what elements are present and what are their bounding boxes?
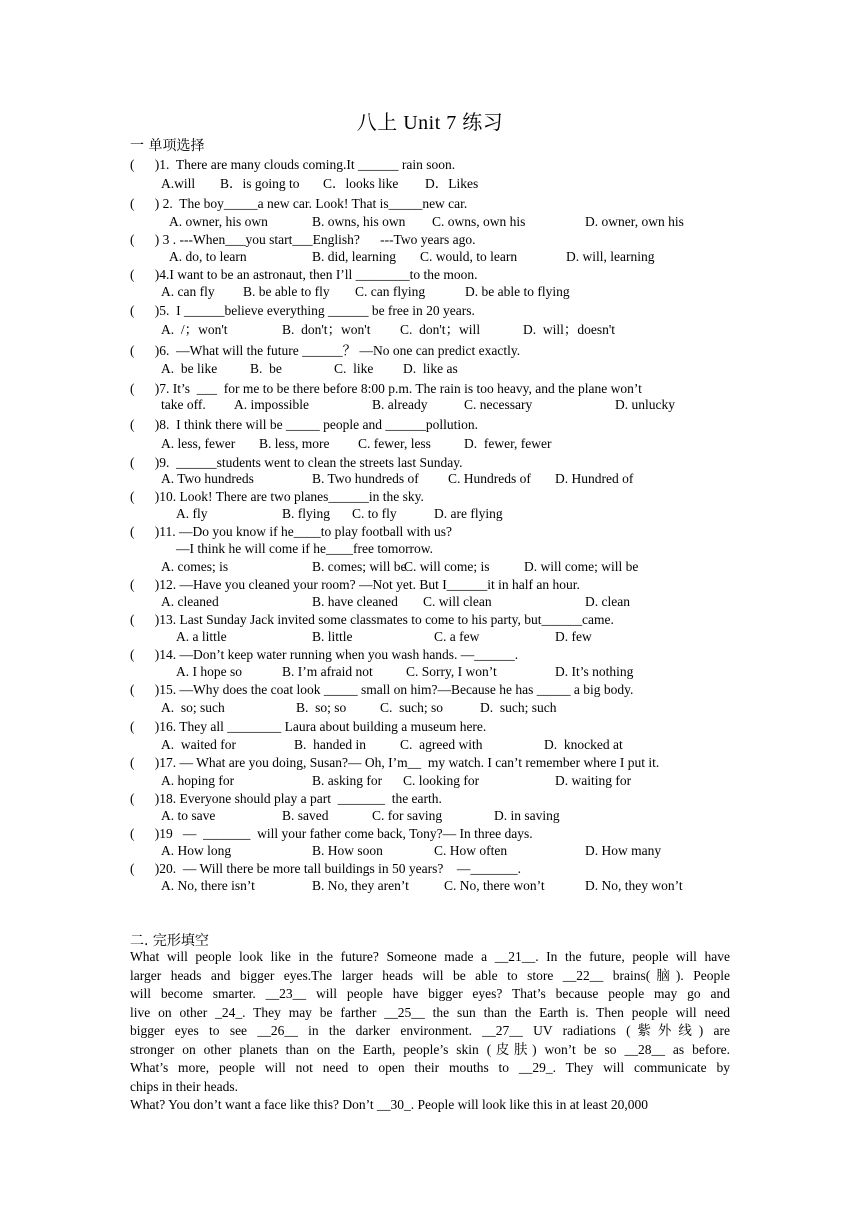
answer-option: A. less, fewer	[161, 436, 236, 451]
passage-line: What will people look like in the future? Someone made a __21__. In the future, people will have	[130, 949, 730, 964]
answer-option: D. No, they won’t	[585, 878, 683, 893]
question-stem: ( )19 — _______ will your father come back, Tony?— In three days.	[130, 826, 533, 841]
answer-option: C. would, to learn	[420, 249, 518, 264]
question-stem: ( )8. I think there will be _____ people and ______pollution.	[130, 417, 478, 432]
answer-option: C. agreed with	[400, 737, 483, 752]
answer-option: D. such; such	[480, 700, 557, 715]
answer-option: B. How soon	[312, 843, 383, 858]
answer-option: A. impossible	[234, 397, 310, 412]
answer-option: A. fly	[176, 506, 208, 521]
question-stem: ( )9. ______students went to clean the streets last Sunday.	[130, 455, 463, 470]
answer-option: C．looks like	[323, 176, 399, 191]
answer-option: B. No, they aren’t	[312, 878, 409, 893]
question-stem: ( )12. —Have you cleaned your room? —Not yet. But I______it in half an hour.	[130, 577, 580, 592]
answer-option: A. can fly	[161, 284, 215, 299]
question-stem: ( )5. I ______believe everything ______ be free in 20 years.	[130, 303, 475, 318]
answer-option: C. for saving	[372, 808, 443, 823]
passage-line: bigger eyes to see __26__ in the darker environment. __27__ UV radiations (紫外线) are	[130, 1023, 730, 1038]
question-stem: ( )13. Last Sunday Jack invited some classmates to come to his party, but______came.	[130, 612, 614, 627]
answer-option: A. /；won't	[161, 322, 228, 337]
passage-line: What’s more, people will not need to open their mouths to __29_. They will communicate by	[130, 1060, 730, 1075]
answer-option: A. cleaned	[161, 594, 219, 609]
answer-option: C. like	[334, 361, 374, 376]
question-stem: ( )17. — What are you doing, Susan?— Oh, I’m__ my watch. I can’t remember where I put it.	[130, 755, 660, 770]
answer-option: B. I’m afraid not	[282, 664, 373, 679]
answer-option: take off.	[161, 397, 206, 412]
answer-option: B. already	[372, 397, 428, 412]
question-stem: ( )4.I want to be an astronaut, then I’ll ________to the moon.	[130, 267, 478, 282]
answer-option: A.will	[161, 176, 196, 191]
answer-option: A. hoping for	[161, 773, 235, 788]
answer-option: C. No, there won’t	[444, 878, 545, 893]
answer-option: D. Hundred of	[555, 471, 634, 486]
answer-option: A. Two hundreds	[161, 471, 254, 486]
answer-option: D. like as	[403, 361, 458, 376]
answer-option: B. saved	[282, 808, 329, 823]
answer-option: C. Sorry, I won’t	[406, 664, 497, 679]
answer-option: D. are flying	[434, 506, 503, 521]
answer-option: D. clean	[585, 594, 630, 609]
answer-option: B. little	[312, 629, 353, 644]
answer-option: B. have cleaned	[312, 594, 398, 609]
answer-option: B. Two hundreds of	[312, 471, 419, 486]
question-stem: ( ) 2. The boy_____a new car. Look! That is_____new car.	[130, 196, 468, 211]
section-heading-multiple-choice: 一 单项选择	[130, 138, 205, 154]
answer-option: D．Likes	[425, 176, 479, 191]
passage-line: chips in their heads.	[130, 1078, 238, 1094]
answer-option: D. It’s nothing	[555, 664, 634, 679]
question-stem: ( ) 3 . ---When___you start___English? ---Two years ago.	[130, 232, 476, 247]
answer-option: B. comes; will be	[312, 559, 407, 574]
answer-option: D. in saving	[494, 808, 560, 823]
answer-option: A. a little	[176, 629, 227, 644]
passage-line: will become smarter. __23__ will people have bigger eyes? That’s because people may go and	[130, 986, 730, 1001]
answer-option: D. will；doesn't	[523, 322, 616, 337]
section-heading-cloze: 二. 完形填空	[130, 933, 209, 949]
answer-option: B. handed in	[294, 737, 366, 752]
question-stem: ( )18. Everyone should play a part _______ the earth.	[130, 791, 442, 806]
passage-line: live on other _24_. They may be farther __25__ the sun than the Earth is. Then people will need	[130, 1004, 730, 1020]
passage-line: stronger on other planets than on the Earth, people’s skin (皮肤) won’t be so __28__ as before.	[130, 1041, 730, 1057]
answer-option: C. to fly	[352, 506, 397, 521]
answer-option: D. few	[555, 629, 592, 644]
answer-option: B. be able to fly	[243, 284, 330, 299]
cloze-passage	[130, 948, 730, 1115]
question-stem: ( )6. —What will the future ______？ —No one can predict exactly.	[130, 343, 521, 358]
answer-option: A. owner, his own	[169, 214, 268, 229]
answer-option: D. owner, own his	[585, 214, 684, 229]
question-stem: ( )7. It’s ___ for me to be there before 8:00 p.m. The rain is too heavy, and the plane won’t	[130, 381, 642, 396]
answer-option: C. looking for	[403, 773, 480, 788]
answer-option: A. I hope so	[176, 664, 242, 679]
answer-option: C. can flying	[355, 284, 426, 299]
answer-option: D. How many	[585, 843, 662, 858]
answer-option: A. do, to learn	[169, 249, 247, 264]
answer-option: B. so; so	[296, 700, 347, 715]
question-stem: ( )14. —Don’t keep water running when you wash hands. —______.	[130, 647, 519, 662]
answer-option: B. did, learning	[312, 249, 396, 264]
answer-option: B. asking for	[312, 773, 383, 788]
answer-option: A. comes; is	[161, 559, 229, 574]
answer-option: C. How often	[434, 843, 508, 858]
answer-option: —I think he will come if he____free tomorrow.	[176, 541, 434, 556]
question-stem: ( )15. —Why does the coat look _____ small on him?—Because he has _____ a big body.	[130, 682, 634, 697]
answer-option: B. less, more	[259, 436, 330, 451]
answer-option: D. unlucky	[615, 397, 675, 412]
answer-option: A. so; such	[161, 700, 225, 715]
answer-option: A. be like	[161, 361, 218, 376]
question-stem: ( )20. — Will there be more tall buildings in 50 years? —_______.	[130, 861, 522, 876]
answer-option: A. to save	[161, 808, 216, 823]
answer-option: B．is going to	[220, 176, 300, 191]
question-stem: ( )16. They all ________ Laura about building a museum here.	[130, 719, 487, 734]
answer-option: A. waited for	[161, 737, 236, 752]
question-stem: ( )1. There are many clouds coming.It ______ rain soon.	[130, 157, 456, 172]
answer-option: B. don't；won't	[282, 322, 371, 337]
answer-option: D. will come; will be	[524, 559, 639, 574]
answer-option: A. No, there isn’t	[161, 878, 255, 893]
answer-option: D. knocked at	[544, 737, 623, 752]
answer-option: C. owns, own his	[432, 214, 526, 229]
answer-option: C. don't；will	[400, 322, 481, 337]
answer-option: A. How long	[161, 843, 232, 858]
answer-option: C. fewer, less	[358, 436, 431, 451]
passage-line: larger heads and bigger eyes.The larger heads will be able to store __22__ brains(脑). People	[130, 967, 730, 983]
question-stem: ( )10. Look! There are two planes______in the sky.	[130, 489, 424, 504]
answer-option: C. such; so	[380, 700, 444, 715]
answer-option: C. necessary	[464, 397, 533, 412]
answer-option: B. flying	[282, 506, 331, 521]
passage-line: What? You don’t want a face like this? Don’t __30_. People will look like this in at least 20,000	[130, 1097, 649, 1112]
page-title: 八上 Unit 7 练习	[356, 112, 504, 134]
answer-option: D. fewer, fewer	[464, 436, 552, 451]
answer-option: D. waiting for	[555, 773, 632, 788]
answer-option: D. be able to flying	[465, 284, 570, 299]
answer-option: D. will, learning	[566, 249, 655, 264]
answer-option: C. will come; is	[404, 559, 490, 574]
answer-option: C. Hundreds of	[448, 471, 531, 486]
answer-option: B. owns, his own	[312, 214, 406, 229]
answer-option: C. will clean	[423, 594, 492, 609]
answer-option: C. a few	[434, 629, 480, 644]
answer-option: B. be	[250, 361, 282, 376]
question-stem: ( )11. —Do you know if he____to play football with us?	[130, 524, 452, 539]
